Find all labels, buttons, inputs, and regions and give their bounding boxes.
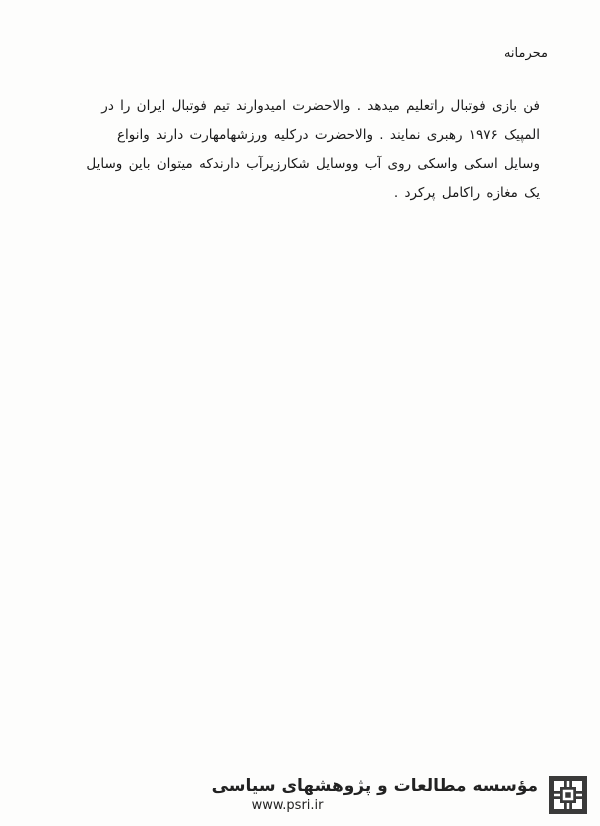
document-body [48, 92, 540, 208]
institute-watermark [212, 770, 588, 820]
body-line-3: وسایل اسکی واسکی روی آب ووسایل شکارزیرآب دارندکه میتوان باین وسایل [86, 156, 540, 172]
watermark-title: مؤسسه مطالعات و پژوهشهای سیاسی [211, 776, 538, 796]
body-line-2: المپیک ۱۹۷۶ رهبری نمایند . والاحضرت درکلیه ورزشهامهارت دارند وانواع [116, 127, 540, 143]
watermark-text [212, 775, 538, 815]
watermark-url: www.psri.ir [251, 798, 324, 813]
psri-logo-icon [548, 775, 588, 815]
body-line-4: یک مغازه راکامل پرکرد . [393, 185, 540, 201]
confidential-label: محرمانه [503, 46, 548, 61]
body-line-1: فن بازی فوتبال راتعلیم میدهد . والاحضرت امیدوارند تیم فوتبال ایران را در [101, 98, 540, 114]
